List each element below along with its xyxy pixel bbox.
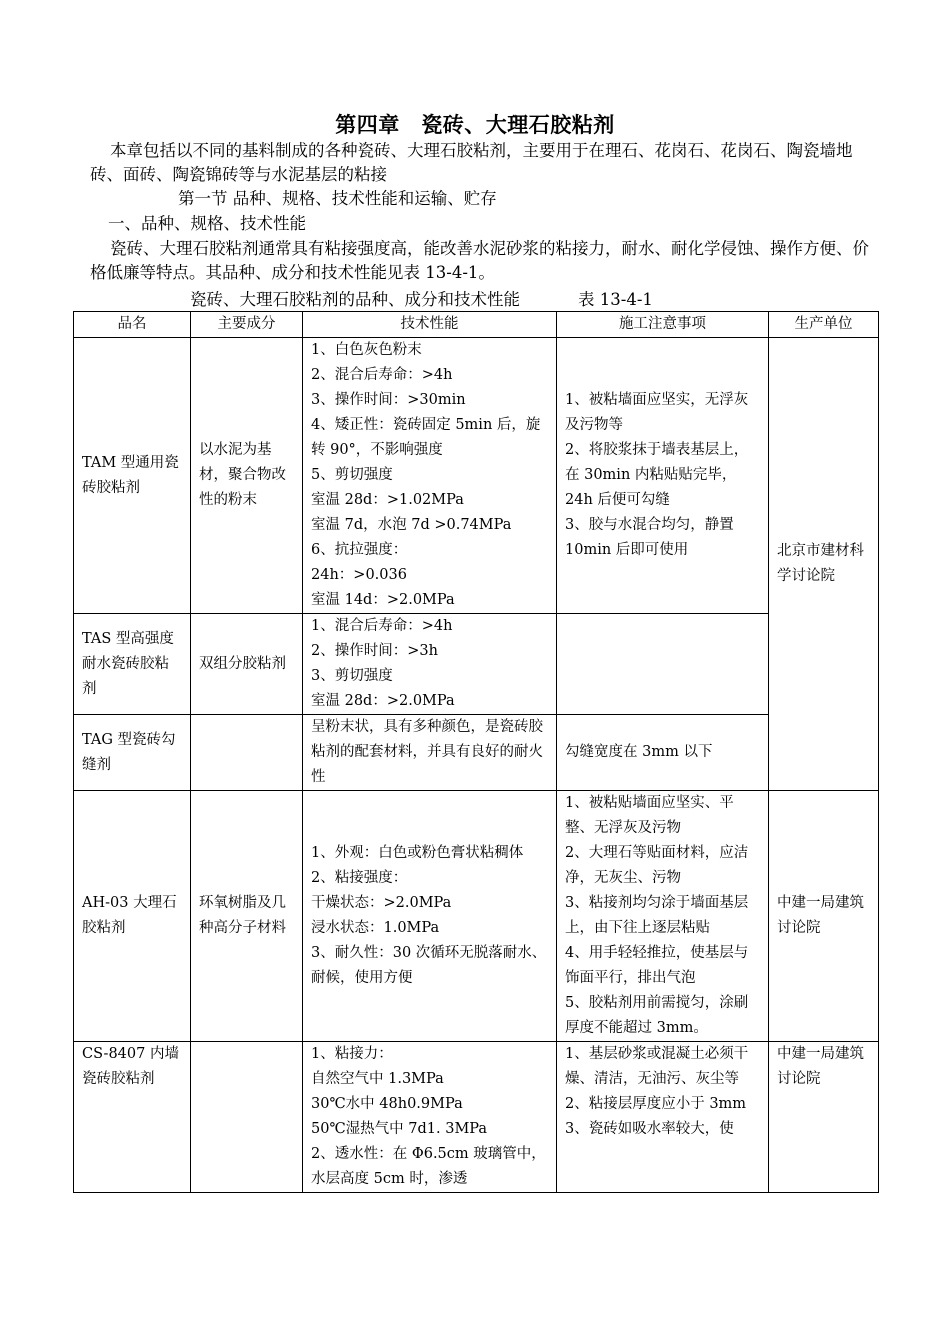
performance-line: 1、白色灰色粉末 (311, 342, 422, 358)
composition-cell: 双组分胶粘剂 (191, 614, 303, 715)
composition-cell (191, 1042, 303, 1193)
notes-line: 1、被粘墙面应坚实，无浮灰及污物等 (565, 392, 749, 433)
composition-cell (191, 715, 303, 791)
performance-line: 2、透水性：在 Φ6.5cm 玻璃管中，水层高度 5cm 时，渗透 (311, 1146, 546, 1187)
table-row (74, 715, 879, 791)
notes-cell (557, 338, 769, 614)
product-name-cell: AH-03 大理石胶粘剂 (74, 791, 191, 1042)
notes-line: 5、胶粘剂用前需搅匀，涂刷厚度不能超过 3mm。 (565, 995, 749, 1036)
table-row (74, 614, 879, 715)
performance-line: 5、剪切强度 (311, 467, 393, 483)
performance-line: 浸水状态：1.0MPa (311, 920, 440, 936)
performance-line: 自然空气中 1.3MPa (311, 1071, 444, 1087)
performance-line: 30℃水中 48h0.9MPa (311, 1096, 463, 1112)
table-caption-text: 瓷砖、大理石胶粘剂的品种、成分和技术性能 (190, 290, 520, 309)
notes-cell (557, 614, 769, 715)
header-unit: 生产单位 (769, 312, 879, 338)
body-paragraph: 瓷砖、大理石胶粘剂通常具有粘接强度高，能改善水泥砂浆的粘接力，耐水、耐化学侵蚀、操作方便、价格低廉等特点。其品种、成分和技术性能见表 13-4-1。 (90, 239, 869, 282)
performance-line: 50℃湿热气中 7d1. 3MPa (311, 1121, 488, 1137)
performance-line: 3、剪切强度 (311, 668, 393, 684)
notes-line: 1、基层砂浆或混凝土必须干燥、清洁，无油污、灰尘等 (565, 1046, 749, 1087)
chapter-title: 第四章 瓷砖、大理石胶粘剂 (335, 113, 615, 137)
performance-line: 3、耐久性：30 次循环无脱落耐水、耐候，使用方便 (311, 945, 547, 986)
performance-line: 2、操作时间：>3h (311, 643, 438, 659)
performance-cell (303, 338, 557, 614)
notes-line: 2、将胶浆抹于墙表基层上，在 30min 内粘贴贴完毕，24h 后便可勾缝 (565, 442, 749, 508)
performance-line: 24h：>0.036 (311, 567, 407, 583)
header-name: 品名 (74, 312, 191, 338)
product-name-cell: TAS 型高强度耐水瓷砖胶粘剂 (74, 614, 191, 715)
performance-line: 1、外观：白色或粉色膏状粘稠体 (311, 845, 524, 861)
adhesive-table (73, 311, 879, 1193)
performance-line: 1、粘接力： (311, 1046, 393, 1062)
table-row (74, 791, 879, 1042)
performance-line: 室温 28d：>2.0MPa (311, 693, 455, 709)
performance-cell (303, 614, 557, 715)
performance-line: 2、粘接强度： (311, 870, 408, 886)
performance-line: 3、操作时间：>30min (311, 392, 466, 408)
notes-line: 3、胶与水混合均匀，静置 10min 后即可使用 (565, 517, 734, 558)
notes-line: 3、粘接剂均匀涂于墙面基层上，由下往上逐层粘贴 (565, 895, 749, 936)
notes-cell (557, 1042, 769, 1193)
performance-line: 6、抗拉强度： (311, 542, 408, 558)
table-caption (190, 288, 653, 312)
composition-cell: 环氧树脂及几种高分子材料 (191, 791, 303, 1042)
table-number: 表 13-4-1 (578, 290, 653, 309)
performance-line: 2、混合后寿命：>4h (311, 367, 453, 383)
performance-line: 室温 14d：>2.0MPa (311, 592, 455, 608)
header-composition: 主要成分 (191, 312, 303, 338)
header-notes: 施工注意事项 (557, 312, 769, 338)
product-name-cell: CS-8407 内墙瓷砖胶粘剂 (74, 1042, 191, 1193)
subsection-heading: 一、品种、规格、技术性能 (108, 214, 306, 233)
notes-line: 3、瓷砖如吸水率较大，使 (565, 1121, 734, 1137)
notes-cell (557, 791, 769, 1042)
notes-line: 1、被粘贴墙面应坚实、平整、无浮灰及污物 (565, 795, 734, 836)
table-row (74, 338, 879, 614)
intro-paragraph: 本章包括以不同的基料制成的各种瓷砖、大理石胶粘剂，主要用于在理石、花岗石、花岗石、陶瓷墙地砖、面砖、陶瓷锦砖等与水泥基层的粘接 (90, 141, 853, 184)
performance-line: 干燥状态：>2.0MPa (311, 895, 452, 911)
performance-line: 4、矮正性：瓷砖固定 5min 后，旋转 90°，不影响强度 (311, 417, 541, 458)
unit-cell: 中建一局建筑讨论院 (769, 1042, 879, 1193)
notes-line: 2、大理石等贴面材料，应洁净，无灰尘、污物 (565, 845, 749, 886)
unit-cell: 中建一局建筑讨论院 (769, 791, 879, 1042)
notes-line: 2、粘接层厚度应小于 3mm (565, 1096, 747, 1112)
section-heading: 第一节 品种、规格、技术性能和运输、贮存 (178, 189, 497, 208)
notes-line: 4、用手轻轻推拉，使基层与饰面平行，排出气泡 (565, 945, 749, 986)
performance-line: 室温 28d：>1.02MPa (311, 492, 464, 508)
notes-cell: 勾缝宽度在 3mm 以下 (557, 715, 769, 791)
table-header-row (74, 312, 879, 338)
performance-cell (303, 1042, 557, 1193)
table-row (74, 1042, 879, 1193)
composition-cell: 以水泥为基材，聚合物改性的粉末 (191, 338, 303, 614)
performance-line: 室温 7d，水泡 7d >0.74MPa (311, 517, 512, 533)
performance-cell (303, 791, 557, 1042)
product-name-cell: TAM 型通用瓷砖胶粘剂 (74, 338, 191, 614)
performance-line: 1、混合后寿命：>4h (311, 618, 453, 634)
header-performance: 技术性能 (303, 312, 557, 338)
product-name-cell: TAG 型瓷砖勾缝剂 (74, 715, 191, 791)
unit-cell: 北京市建材科学讨论院 (769, 338, 879, 791)
performance-cell: 呈粉末状，具有多种颜色，是瓷砖胶粘剂的配套材料，并具有良好的耐火性 (303, 715, 557, 791)
